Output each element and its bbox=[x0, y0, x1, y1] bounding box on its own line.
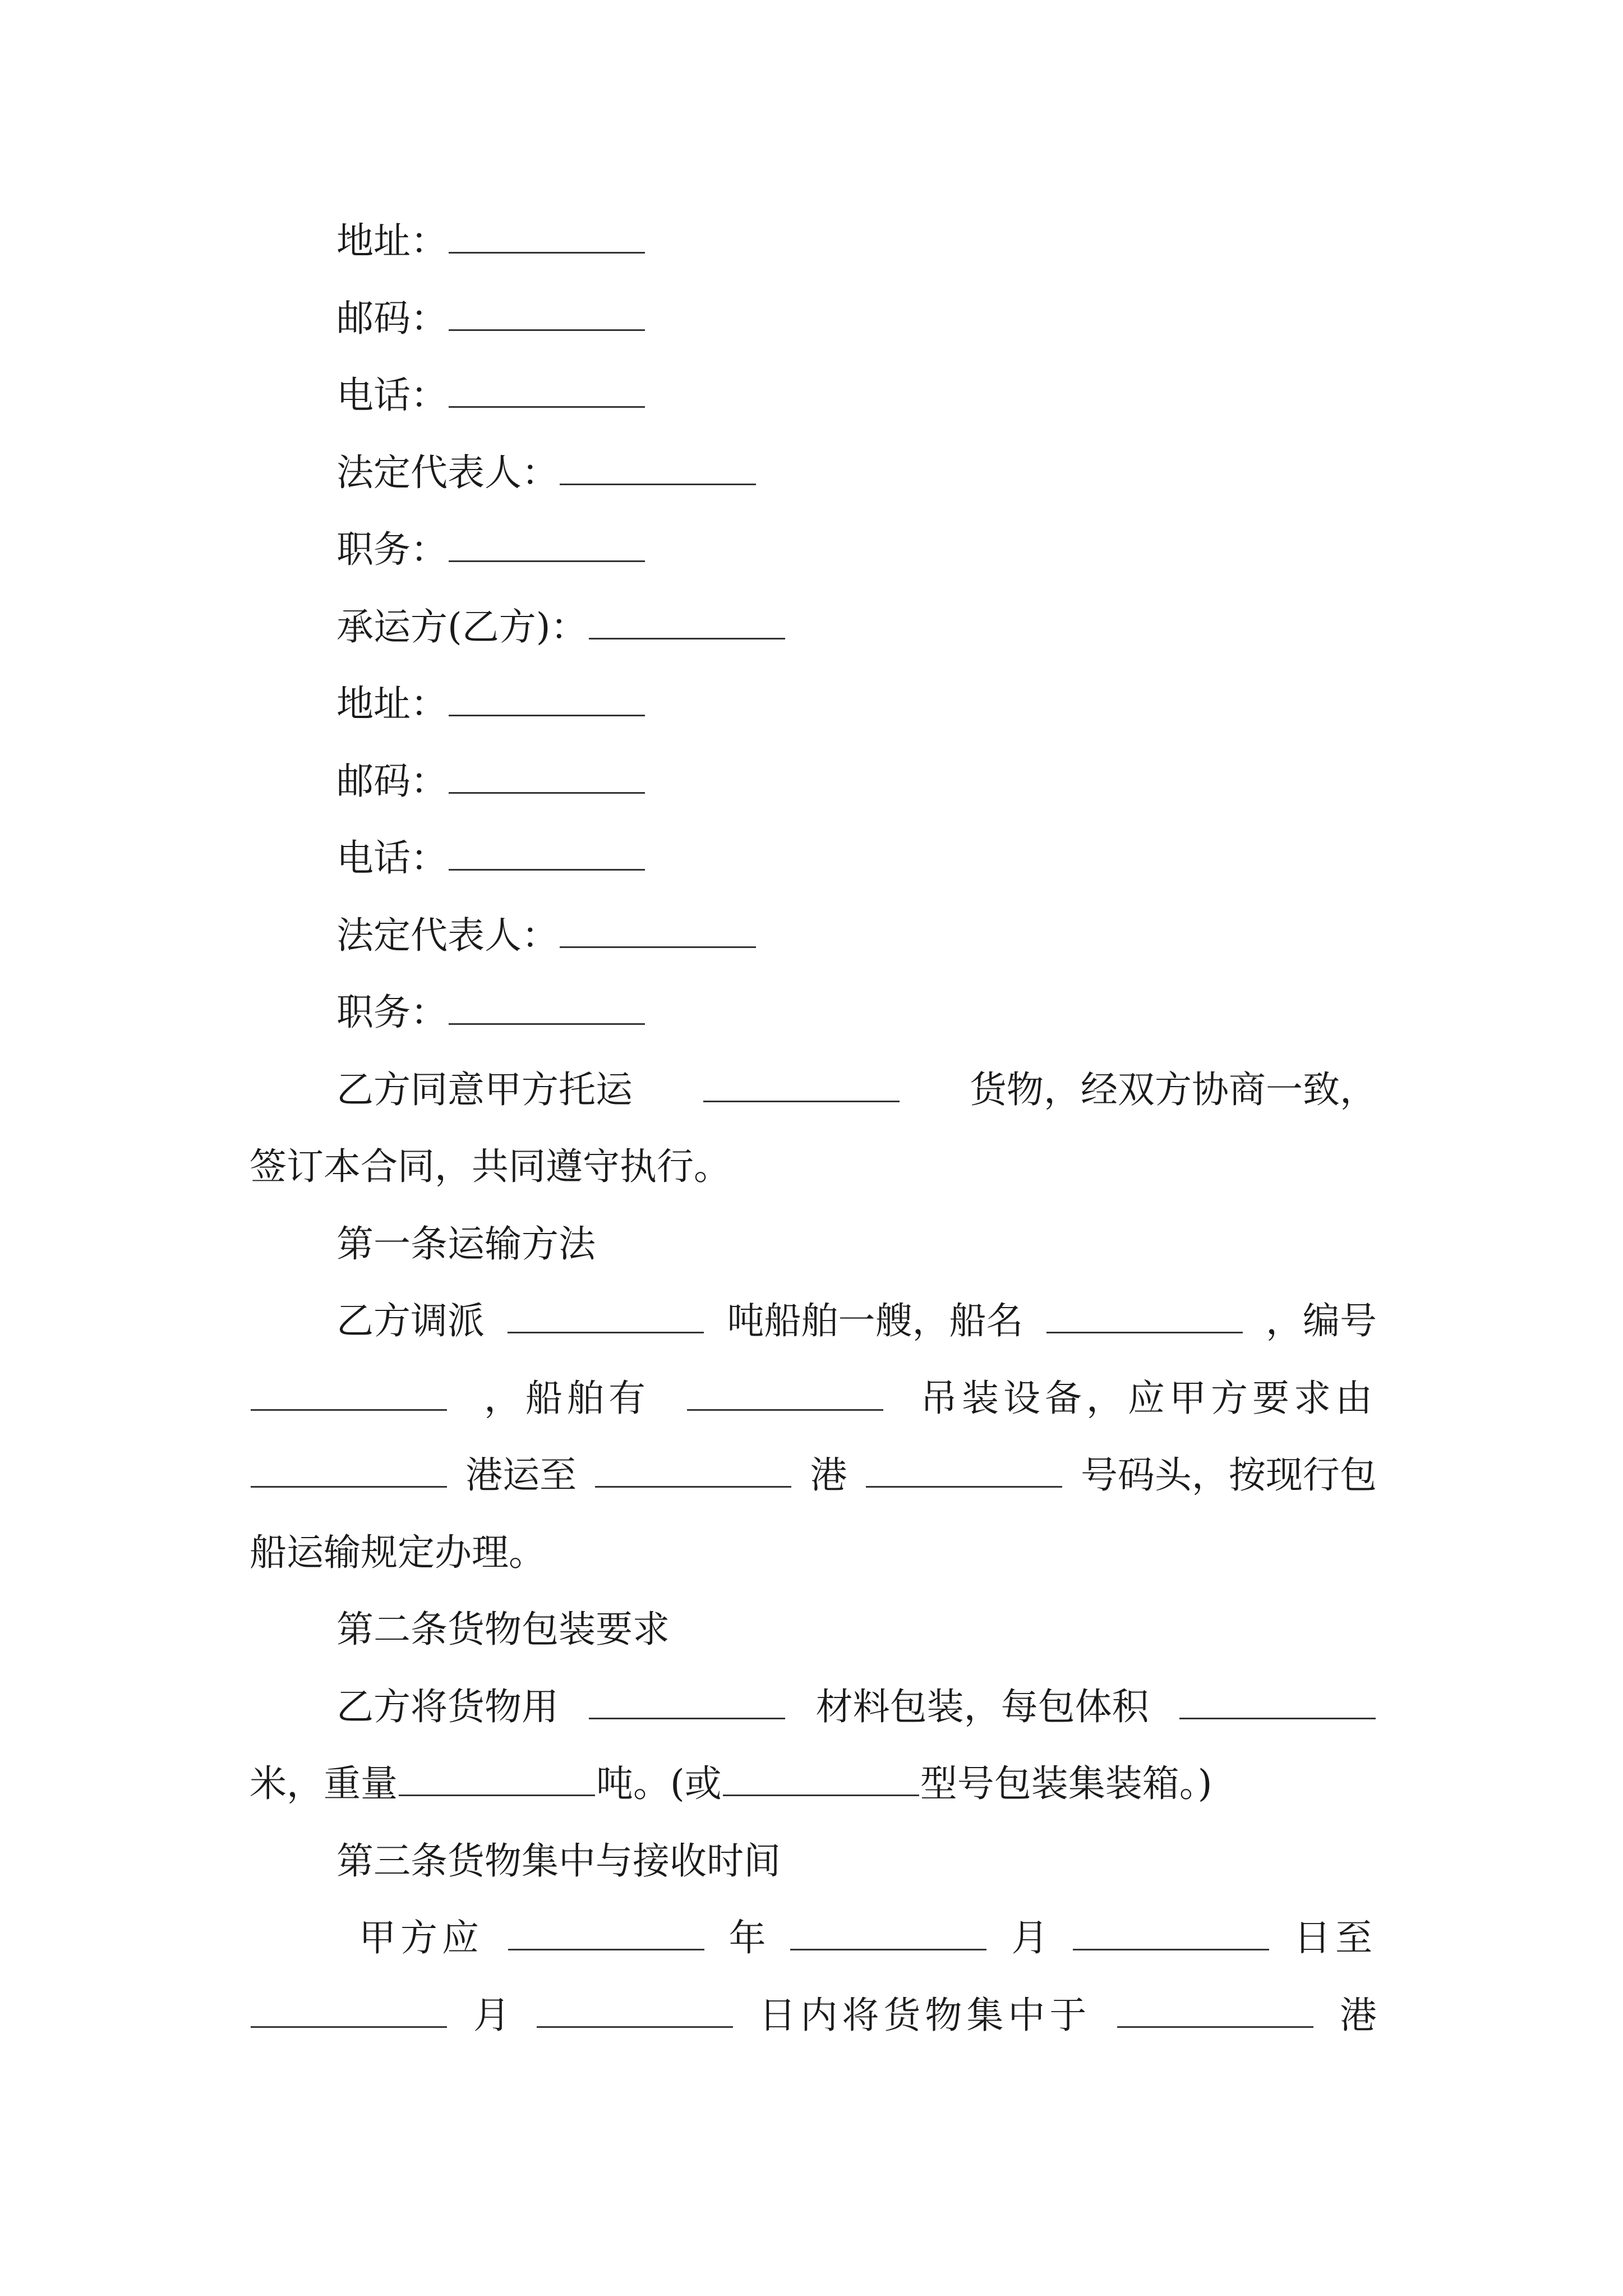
month-blank[interactable] bbox=[790, 1915, 986, 1950]
text: ，船舶有 bbox=[484, 1377, 650, 1420]
preamble-text-3: 签订本合同，共同遵守执行。 bbox=[250, 1145, 731, 1188]
phone-blank[interactable] bbox=[449, 835, 645, 871]
text: 吨。(或 bbox=[596, 1762, 722, 1805]
text: 年 bbox=[728, 1916, 766, 1959]
carrier-label: 承运方(乙方)： bbox=[336, 605, 588, 648]
container-model-blank[interactable] bbox=[723, 1761, 919, 1796]
article-1-title bbox=[336, 1216, 1377, 1272]
text: 乙方调派 bbox=[336, 1299, 485, 1342]
text: ，编号 bbox=[1266, 1299, 1377, 1342]
volume-blank[interactable] bbox=[1179, 1684, 1376, 1719]
material-blank[interactable] bbox=[589, 1684, 785, 1719]
text: 船运输规定办理。 bbox=[250, 1531, 546, 1574]
phone-label: 电话： bbox=[336, 836, 448, 880]
party-a-phone-row bbox=[336, 367, 1377, 424]
preamble-text-2: 货物，经双方协商一致， bbox=[970, 1068, 1377, 1111]
text: 月 bbox=[1011, 1916, 1049, 1959]
article-2-line-1 bbox=[336, 1679, 1377, 1735]
preamble-line-1 bbox=[336, 1062, 1377, 1118]
legal-rep-label: 法定代表人： bbox=[336, 451, 559, 494]
party-b-postcode-row bbox=[336, 753, 1377, 809]
article-title: 第三条货物集中与接收时间 bbox=[336, 1839, 781, 1883]
day-blank[interactable] bbox=[1073, 1915, 1269, 1950]
article-title: 第二条货物包装要求 bbox=[336, 1608, 670, 1651]
address-blank[interactable] bbox=[449, 681, 645, 716]
address-label: 地址： bbox=[336, 219, 448, 263]
postcode-label: 邮码： bbox=[336, 297, 448, 340]
ship-name-blank[interactable] bbox=[1046, 1298, 1243, 1333]
day-end-blank[interactable] bbox=[537, 1993, 733, 2028]
text: 港 bbox=[1339, 1994, 1377, 2037]
postcode-blank[interactable] bbox=[449, 296, 645, 331]
article-1-line-2 bbox=[250, 1370, 1377, 1427]
dock-number-blank[interactable] bbox=[866, 1452, 1062, 1488]
text: 日内将货物集中于 bbox=[759, 1994, 1091, 2037]
position-label: 职务： bbox=[336, 991, 448, 1034]
party-b-legal-rep-row bbox=[336, 908, 1377, 964]
text: 吨船舶一艘，船名 bbox=[727, 1299, 1023, 1342]
party-b-address-row bbox=[336, 676, 1377, 732]
article-3-line-1 bbox=[359, 1910, 1377, 1966]
article-1-line-3 bbox=[250, 1447, 1377, 1503]
equipment-blank[interactable] bbox=[687, 1375, 883, 1411]
origin-port-blank[interactable] bbox=[251, 1452, 447, 1488]
position-blank[interactable] bbox=[449, 990, 645, 1025]
party-a-position-row bbox=[336, 522, 1377, 578]
carrier-blank[interactable] bbox=[589, 604, 785, 639]
phone-label: 电话： bbox=[336, 374, 448, 417]
article-2-line-2 bbox=[250, 1756, 1377, 1812]
article-1-line-1 bbox=[336, 1293, 1377, 1349]
month-end-blank[interactable] bbox=[251, 1993, 447, 2028]
preamble-line-2 bbox=[250, 1139, 1377, 1195]
party-b-carrier-row bbox=[336, 599, 1377, 655]
text: 月 bbox=[473, 1994, 510, 2037]
party-a-postcode-row bbox=[336, 291, 1377, 347]
legal-rep-label: 法定代表人： bbox=[336, 914, 559, 957]
destination-port-blank[interactable] bbox=[595, 1452, 791, 1488]
text: 港运至 bbox=[465, 1453, 577, 1497]
article-2-title bbox=[336, 1602, 1377, 1658]
party-a-legal-rep-row bbox=[336, 445, 1377, 501]
preamble-text-1: 乙方同意甲方托运 bbox=[336, 1068, 633, 1111]
text: 吊装设备，应甲方要求由 bbox=[920, 1377, 1377, 1420]
party-b-position-row bbox=[336, 984, 1377, 1041]
text: 日至 bbox=[1293, 1916, 1377, 1959]
text: 型号包装集装箱。) bbox=[920, 1762, 1212, 1805]
party-b-phone-row bbox=[336, 830, 1377, 886]
address-blank[interactable] bbox=[449, 218, 645, 254]
port-blank[interactable] bbox=[1117, 1993, 1313, 2028]
address-label: 地址： bbox=[336, 682, 448, 725]
weight-blank[interactable] bbox=[399, 1761, 595, 1796]
phone-blank[interactable] bbox=[449, 372, 645, 408]
postcode-label: 邮码： bbox=[336, 760, 448, 803]
article-3-line-2 bbox=[250, 1987, 1377, 2044]
article-title: 第一条运输方法 bbox=[336, 1222, 596, 1266]
text: 号码头，按现行包 bbox=[1080, 1453, 1377, 1497]
position-label: 职务： bbox=[336, 528, 448, 571]
year-blank[interactable] bbox=[508, 1915, 704, 1950]
text: 材料包装，每包体积 bbox=[815, 1685, 1149, 1728]
text: 乙方将货物用 bbox=[336, 1685, 559, 1728]
postcode-blank[interactable] bbox=[449, 758, 645, 794]
number-blank[interactable] bbox=[251, 1375, 447, 1411]
article-1-line-4 bbox=[250, 1525, 1377, 1581]
legal-rep-blank[interactable] bbox=[560, 913, 756, 948]
text: 米，重量 bbox=[250, 1762, 398, 1805]
goods-blank[interactable] bbox=[703, 1067, 900, 1102]
legal-rep-blank[interactable] bbox=[560, 450, 756, 485]
text: 港 bbox=[810, 1453, 847, 1497]
text: 甲方应 bbox=[359, 1916, 483, 1959]
party-a-address-row bbox=[336, 213, 1377, 269]
position-blank[interactable] bbox=[449, 527, 645, 562]
tonnage-blank[interactable] bbox=[508, 1298, 704, 1333]
article-3-title bbox=[336, 1833, 1377, 1889]
